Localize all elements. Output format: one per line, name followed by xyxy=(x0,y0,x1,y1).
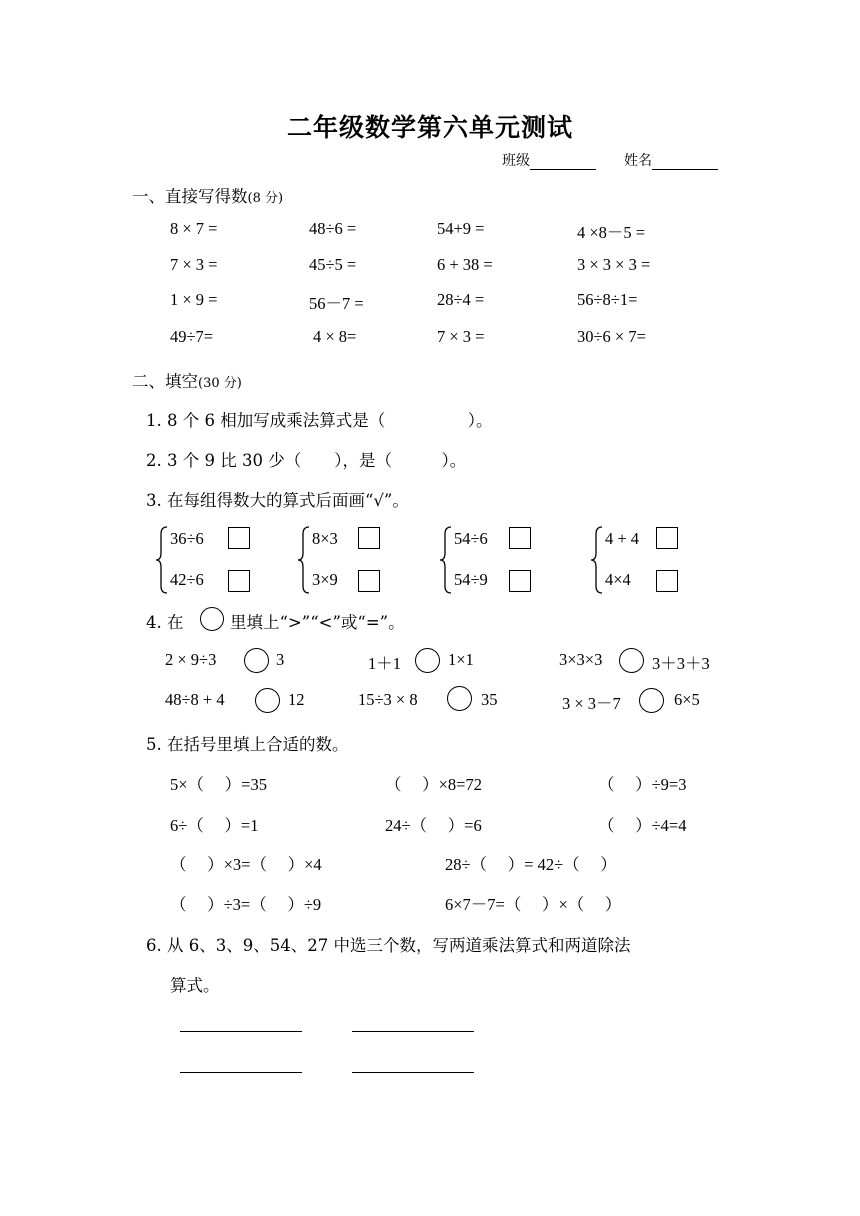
check-box[interactable] xyxy=(358,570,380,592)
compare-circle[interactable] xyxy=(255,688,280,713)
q4-right: 6×5 xyxy=(674,690,700,709)
s1-expr: 56÷8÷1= xyxy=(577,290,638,309)
q5-expr: （ ）×8=72 xyxy=(385,775,482,794)
q5-expr: （ ）×3=（ ）×4 xyxy=(170,855,322,874)
class-label: 班级 xyxy=(502,153,530,169)
s1-expr: 30÷6 × 7= xyxy=(577,327,646,346)
question-6-line1: 6. 从 6、3、9、54、27 中选三个数，写两道乘法算式和两道除法 xyxy=(146,936,631,955)
q5-expr: （ ）÷3=（ ）÷9 xyxy=(170,895,322,914)
check-box[interactable] xyxy=(509,570,531,592)
question-1: 1. 8 个 6 相加写成乘法算式是（ ）。 xyxy=(146,411,493,430)
compare-circle[interactable] xyxy=(447,686,472,711)
name-label: 姓名 xyxy=(624,153,652,169)
check-box[interactable] xyxy=(656,570,678,592)
s1-expr: 8 × 7 = xyxy=(170,219,218,238)
q4-right: 12 xyxy=(288,690,305,709)
s1-expr: 7 × 3 = xyxy=(437,327,485,346)
q4-right: 35 xyxy=(481,690,498,709)
q4-right: 1×1 xyxy=(448,650,474,669)
compare-circle[interactable] xyxy=(639,688,664,713)
name-field xyxy=(624,150,718,170)
s1-expr: 4 × 8= xyxy=(313,327,357,346)
answer-line[interactable] xyxy=(352,1031,474,1032)
q4-left: 48÷8 + 4 xyxy=(165,690,225,709)
q4-left: 2 × 9÷3 xyxy=(165,650,217,669)
question-3: 3. 在每组得数大的算式后面画“√”。 xyxy=(146,491,409,510)
class-field xyxy=(502,150,596,170)
q5-expr: （ ）÷9=3 xyxy=(598,775,687,794)
compare-circle[interactable] xyxy=(244,648,269,673)
question-4-post: 里填上“>”“<”或“=”。 xyxy=(230,613,405,632)
check-box[interactable] xyxy=(656,527,678,549)
question-4-pre: 4. 在 xyxy=(146,613,184,632)
check-box[interactable] xyxy=(228,527,250,549)
compare-circle[interactable] xyxy=(619,648,644,673)
s1-expr: 7 × 3 = xyxy=(170,255,218,274)
s1-expr: 56－7 = xyxy=(309,294,364,313)
q3-expr: 4×4 xyxy=(605,570,631,589)
q4-right: 3＋3＋3 xyxy=(652,654,710,673)
page-title: 二年级数学第六单元测试 xyxy=(286,113,573,142)
q3-expr: 54÷9 xyxy=(454,570,488,589)
q3-expr: 8×3 xyxy=(312,529,338,548)
q3-expr: 3×9 xyxy=(312,570,338,589)
q5-expr: 6÷（ ）=1 xyxy=(170,816,259,835)
name-blank[interactable] xyxy=(652,155,718,170)
section2-heading: 二、填空(30 分) xyxy=(132,372,242,391)
q3-expr: 42÷6 xyxy=(170,570,204,589)
question-6-line2: 算式。 xyxy=(170,976,220,995)
s1-expr: 6 + 38 = xyxy=(437,255,493,274)
answer-line[interactable] xyxy=(352,1072,474,1073)
q4-left: 3 × 3－7 xyxy=(562,694,621,713)
question-2: 2. 3 个 9 比 30 少（ ），是（ ）。 xyxy=(146,451,467,470)
section1-points: (8 分) xyxy=(247,191,284,206)
compare-circle[interactable] xyxy=(415,648,440,673)
s1-expr: 1 × 9 = xyxy=(170,290,218,309)
question-5: 5. 在括号里填上合适的数。 xyxy=(146,735,349,754)
q4-right: 3 xyxy=(276,650,285,669)
s1-expr: 3 × 3 × 3 = xyxy=(577,255,651,274)
check-box[interactable] xyxy=(358,527,380,549)
answer-line[interactable] xyxy=(180,1072,302,1073)
left-brace-icon xyxy=(155,525,169,595)
q5-expr: （ ）÷4=4 xyxy=(598,816,687,835)
q5-expr: 5×（ ）=35 xyxy=(170,775,267,794)
s1-expr: 49÷7= xyxy=(170,327,214,346)
s1-expr: 54+9 = xyxy=(437,219,485,238)
left-brace-icon xyxy=(590,525,604,595)
class-blank[interactable] xyxy=(530,155,596,170)
q4-left: 15÷3 × 8 xyxy=(358,690,418,709)
q4-left: 1＋1 xyxy=(368,654,401,673)
circle-icon xyxy=(200,607,224,631)
left-brace-icon xyxy=(439,525,453,595)
section1-heading: 一、直接写得数(8 分) xyxy=(132,187,284,206)
check-box[interactable] xyxy=(228,570,250,592)
q3-expr: 4 + 4 xyxy=(605,529,640,548)
q5-expr: 28÷（ ）= 42÷（ ） xyxy=(445,855,617,874)
s1-expr: 28÷4 = xyxy=(437,290,485,309)
left-brace-icon xyxy=(297,525,311,595)
section2-points: (30 分) xyxy=(198,376,242,391)
q5-expr: 6×7－7=（ ）×（ ） xyxy=(445,895,622,914)
q3-expr: 54÷6 xyxy=(454,529,488,548)
answer-line[interactable] xyxy=(180,1031,302,1032)
q3-expr: 36÷6 xyxy=(170,529,204,548)
s1-expr: 48÷6 = xyxy=(309,219,357,238)
s1-expr: 45÷5 = xyxy=(309,255,357,274)
q4-left: 3×3×3 xyxy=(559,650,603,669)
s1-expr: 4 ×8－5 = xyxy=(577,223,646,242)
q5-expr: 24÷（ ）=6 xyxy=(385,816,482,835)
check-box[interactable] xyxy=(509,527,531,549)
